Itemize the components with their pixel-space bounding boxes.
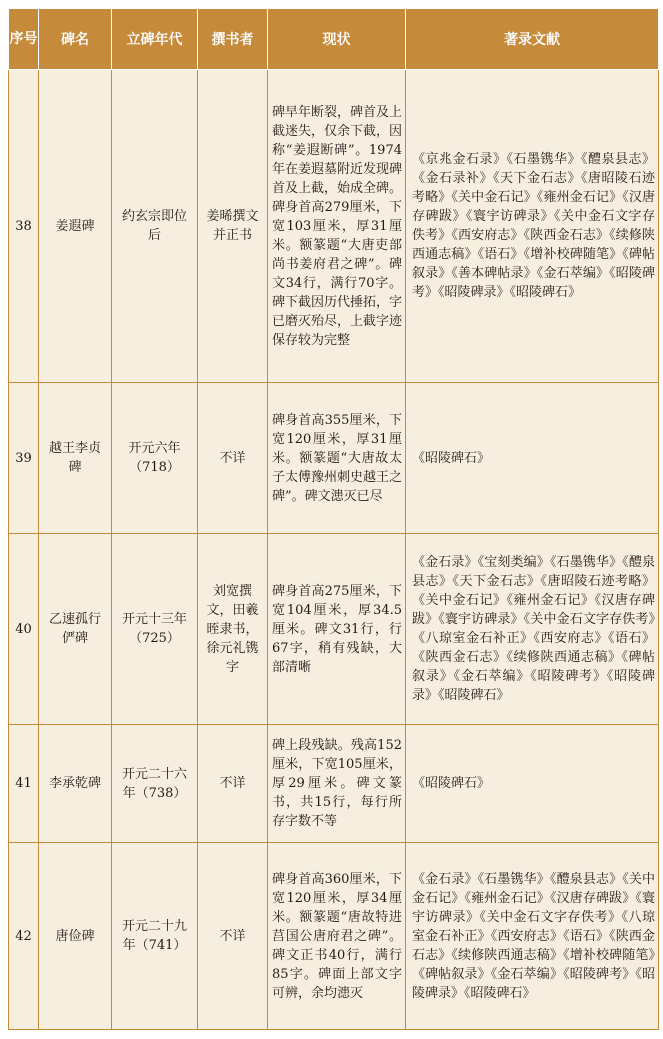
table-row [9, 843, 659, 1030]
seq-cell: 41 [9, 725, 39, 843]
status-cell: 碑上段残缺。残高152厘米，下宽105厘米，厚29厘米。碑文篆书，共15行，每行所存字数不等 [268, 725, 406, 843]
author-cell: 刘宽撰文，田羲晊隶书，徐元礼镌字 [198, 534, 268, 725]
status-cell: 碑身首高360厘米，下宽120厘米，厚34厘米。额篆题“唐故特进莒国公唐府君之碑”。碑文正书40行，满行85字。碑面上部文字可辨，余均漶灭 [268, 843, 406, 1030]
column-header-refs: 著录文献 [406, 9, 659, 70]
refs-cell: 《金石录》《石墨镌华》《醴泉县志》《关中金石记》《雍州金石记》《汉唐存碑跋》《寰宇访碑录》《关中金石文字存佚考》《八琼室金石补正》《西安府志》《语石》《陕西金石志》《续修陕西通志稿》《增补校碑随笔》《碑帖叙录》《金石萃编》《昭陵碑考》《昭陵碑录》《昭陵碑石》 [406, 843, 659, 1030]
seq-cell: 42 [9, 843, 39, 1030]
refs-cell: 《金石录》《宝刻类编》《石墨镌华》《醴泉县志》《天下金石志》《唐昭陵石迹考略》《关中金石记》《雍州金石记》《汉唐存碑跋》《寰宇访碑录》《关中金石文字存佚考》《八琼室金石补正》《西安府志》《语石》《陕西金石志》《续修陕西通志稿》《碑帖叙录》《金石萃编》《昭陵碑考》《昭陵碑录》《昭陵碑石》 [406, 534, 659, 725]
name-cell: 姜遐碑 [39, 70, 112, 383]
name-cell: 唐俭碑 [39, 843, 112, 1030]
date-cell: 开元二十六年（738） [112, 725, 198, 843]
status-cell: 碑早年断裂，碑首及上截迷失，仅余下截，因称“姜遐断碑”。1974年在姜遐墓附近发现碑首及上截，始成全碑。碑身首高279厘米，下宽103厘米，厚31厘米。额篆题“大唐吏部尚书姜府君之碑”。碑文34行，满行70字。碑下截因历代捶拓，字已磨灭殆尽，上截字迹保存较为完整 [268, 70, 406, 383]
date-cell: 开元十三年（725） [112, 534, 198, 725]
column-header-author: 撰书者 [198, 9, 268, 70]
refs-cell: 《昭陵碑石》 [406, 383, 659, 534]
name-cell: 乙速孤行俨碑 [39, 534, 112, 725]
seq-cell: 40 [9, 534, 39, 725]
date-cell: 开元六年（718） [112, 383, 198, 534]
column-header-name: 碑名 [39, 9, 112, 70]
seq-cell: 39 [9, 383, 39, 534]
stele-table [8, 8, 659, 1030]
date-cell: 约玄宗即位后 [112, 70, 198, 383]
date-cell: 开元二十九年（741） [112, 843, 198, 1030]
status-cell: 碑身首高275厘米，下宽104厘米，厚34.5厘米。碑文31行，行67字，稍有残缺，大部清晰 [268, 534, 406, 725]
table-row [9, 383, 659, 534]
status-cell: 碑身首高355厘米，下宽120厘米，厚31厘米。额篆题“大唐故太子太傅豫州刺史越王之碑”。碑文漶灭已尽 [268, 383, 406, 534]
table-row [9, 534, 659, 725]
author-cell: 姜晞撰文并正书 [198, 70, 268, 383]
refs-cell: 《京兆金石录》《石墨镌华》《醴泉县志》《金石录补》《天下金石志》《唐昭陵石迹考略》《关中金石记》《雍州金石记》《汉唐存碑跋》《寰宇访碑录》《关中金石文字存佚考》《西安府志》《陕西金石志》《续修陕西通志稿》《语石》《增补校碑随笔》《碑帖叙录》《善本碑帖录》《金石萃编》《昭陵碑考》《昭陵碑录》《昭陵碑石》 [406, 70, 659, 383]
author-cell: 不详 [198, 383, 268, 534]
seq-cell: 38 [9, 70, 39, 383]
column-header-seq: 序号 [9, 9, 39, 70]
name-cell: 越王李贞碑 [39, 383, 112, 534]
column-header-date: 立碑年代 [112, 9, 198, 70]
table-row [9, 725, 659, 843]
author-cell: 不详 [198, 843, 268, 1030]
name-cell: 李承乾碑 [39, 725, 112, 843]
column-header-status: 现状 [268, 9, 406, 70]
table-row [9, 70, 659, 383]
header-row [9, 9, 659, 70]
author-cell: 不详 [198, 725, 268, 843]
refs-cell: 《昭陵碑石》 [406, 725, 659, 843]
